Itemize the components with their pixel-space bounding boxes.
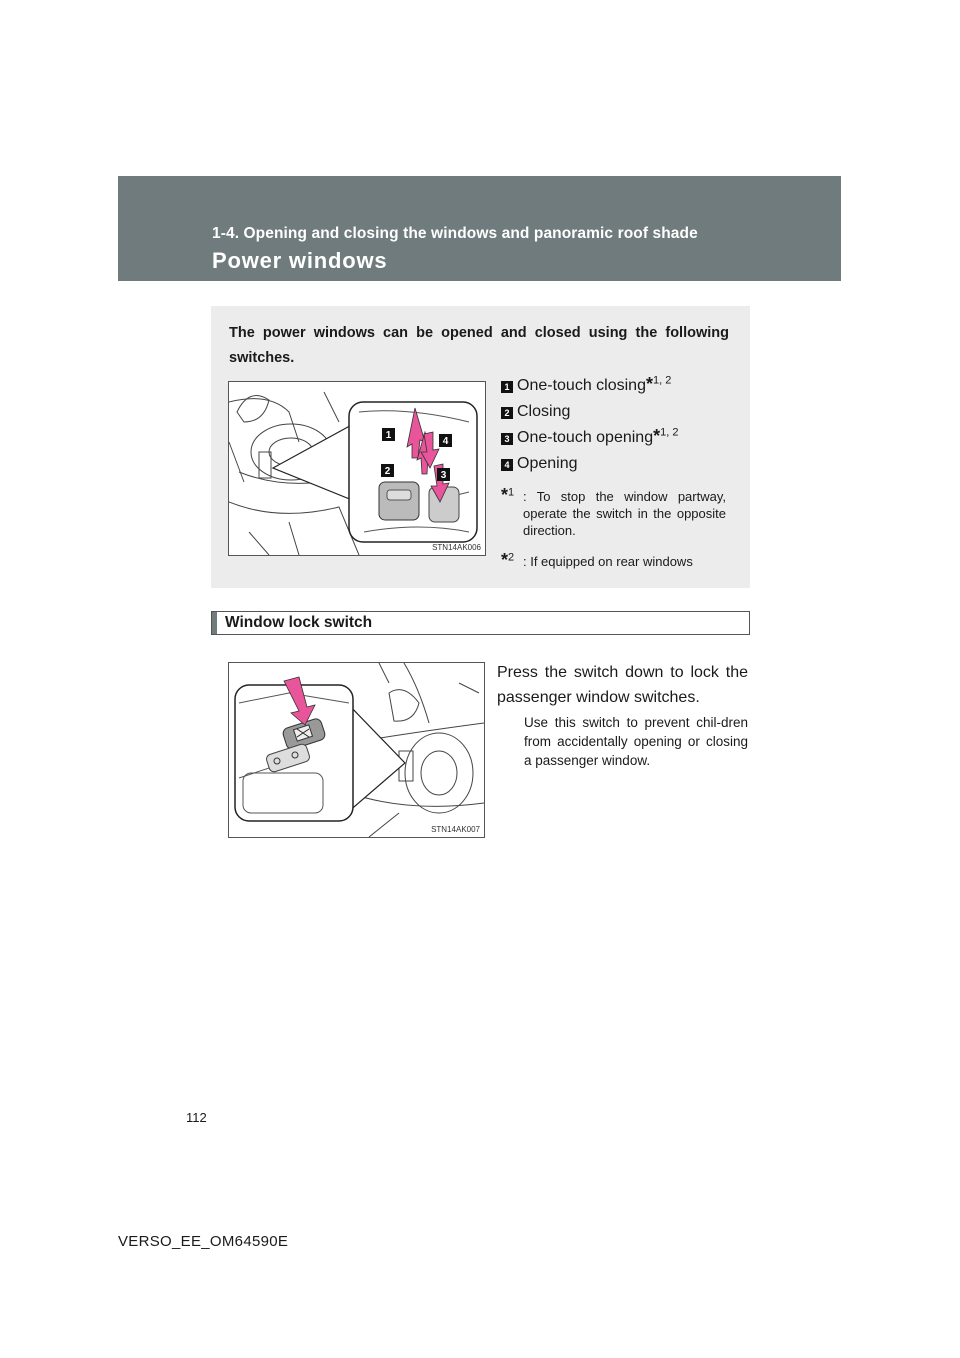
power-window-switch-illustration [229, 382, 485, 555]
footnote-mark: *$^1$ [501, 485, 515, 505]
lock-instruction: Press the switch down to lock the passenger window switches. [497, 664, 748, 706]
asterisk-icon: * [653, 426, 661, 446]
footnote-mark: *$^2$ [501, 550, 515, 570]
asterisk-icon: * [501, 485, 509, 505]
footnote [501, 550, 726, 570]
switch-legend [501, 376, 726, 570]
number-badge: 1 [501, 381, 513, 393]
intro-box [211, 306, 750, 588]
legend-item [501, 402, 726, 428]
legend-item [501, 454, 726, 480]
section-title: 1-4. Opening and closing the windows and panoramic roof shade [212, 225, 698, 242]
chapter-header [118, 176, 841, 281]
footnote [501, 485, 726, 539]
footnote-ref: 1, 2 [652, 374, 672, 387]
svg-text:3: 3 [440, 470, 447, 481]
heading-label: Window lock switch [225, 614, 373, 631]
intro-text: The power windows can be opened and closed using the following switches. [229, 325, 729, 366]
legend-label: Closing [517, 403, 571, 420]
asterisk-icon: * [645, 374, 653, 394]
legend-item [501, 376, 726, 402]
svg-text:4: 4 [442, 436, 449, 447]
figure-code: STN14AK007 [431, 825, 480, 834]
footnote-text: : To stop the window partway, operate the switch in the opposite direction. [523, 489, 726, 538]
legend-item [501, 428, 726, 454]
heading-accent-bar [212, 612, 217, 634]
svg-text:1: 1 [385, 430, 392, 441]
lock-explanation: Use this switch to prevent chil-dren from accidentally opening or closing a passenger window. [524, 715, 748, 768]
window-lock-switch-figure [228, 662, 485, 838]
document-code: VERSO_EE_OM64590E [118, 1233, 289, 1250]
window-lock-heading [211, 611, 750, 635]
number-badge: 4 [501, 459, 513, 471]
legend-label: Opening [517, 455, 578, 472]
footnote-text: : If equipped on rear windows [523, 554, 693, 569]
page-number: 112 [186, 1110, 207, 1125]
legend-label: One-touch opening [517, 429, 654, 446]
svg-text:2: 2 [384, 466, 391, 477]
page-title: Power windows [212, 248, 388, 273]
footnote-ref: 1, 2 [660, 426, 679, 439]
power-window-switch-figure [228, 381, 486, 556]
legend-label: One-touch closing [517, 377, 646, 394]
number-badge: 2 [501, 407, 513, 419]
window-lock-switch-illustration [229, 663, 484, 837]
number-badge: 3 [501, 433, 513, 445]
figure-code: STN14AK006 [432, 543, 481, 552]
asterisk-icon: * [501, 550, 509, 570]
